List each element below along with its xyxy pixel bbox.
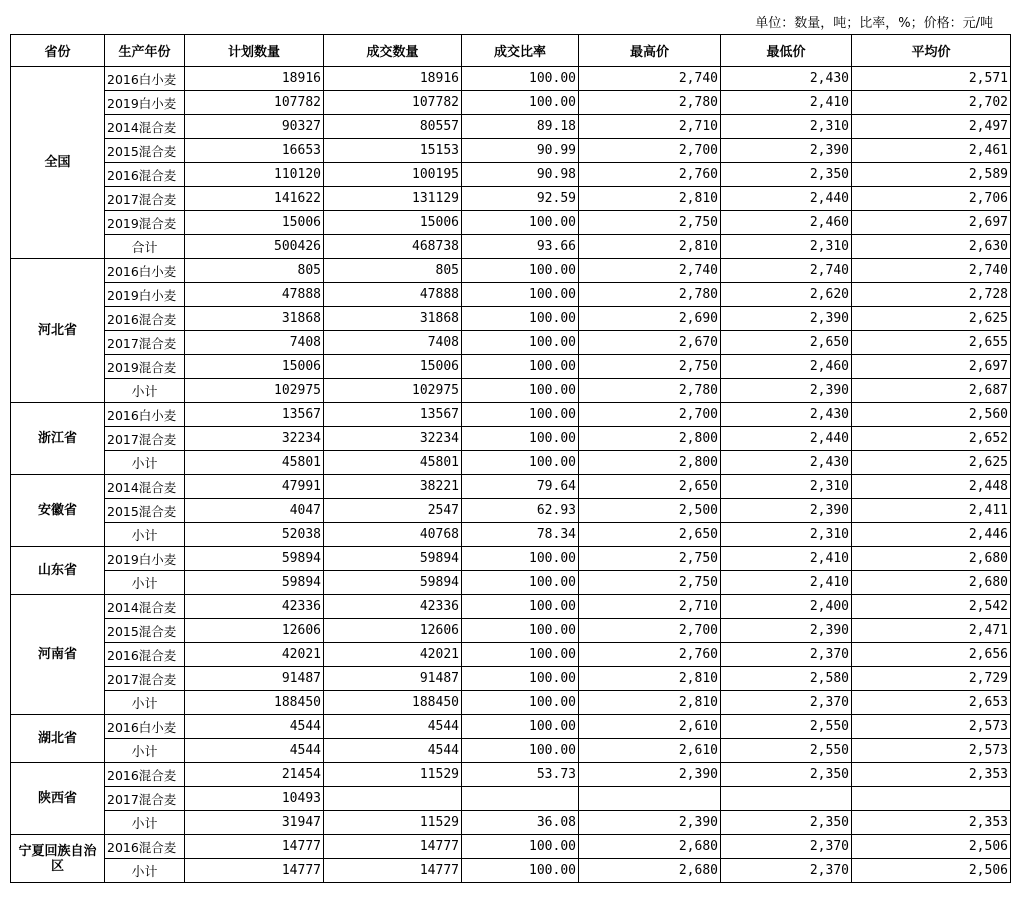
- min-price-cell: 2,410: [721, 547, 852, 571]
- table-row: [11, 187, 1011, 211]
- planned-qty-cell: 47888: [185, 283, 324, 307]
- avg-price-cell: 2,625: [852, 307, 1011, 331]
- min-price-cell: [721, 787, 852, 811]
- table-row: [11, 739, 1011, 763]
- header-trade-ratio: 成交比率: [462, 35, 579, 67]
- province-cell: 河南省: [11, 595, 105, 715]
- table-row: [11, 619, 1011, 643]
- header-max-price: 最高价: [579, 35, 721, 67]
- trade-ratio-cell: 100.00: [462, 91, 579, 115]
- traded-qty-cell: 42336: [324, 595, 462, 619]
- year-cell: 2017混合麦: [105, 331, 185, 355]
- planned-qty-cell: 500426: [185, 235, 324, 259]
- planned-qty-cell: 188450: [185, 691, 324, 715]
- min-price-cell: 2,460: [721, 211, 852, 235]
- traded-qty-cell: 2547: [324, 499, 462, 523]
- avg-price-cell: 2,680: [852, 571, 1011, 595]
- traded-qty-cell: 188450: [324, 691, 462, 715]
- avg-price-cell: 2,740: [852, 259, 1011, 283]
- header-traded-qty: 成交数量: [324, 35, 462, 67]
- table-row: [11, 355, 1011, 379]
- traded-qty-cell: 15006: [324, 211, 462, 235]
- header-avg-price: 平均价: [852, 35, 1011, 67]
- traded-qty-cell: 100195: [324, 163, 462, 187]
- planned-qty-cell: 32234: [185, 427, 324, 451]
- planned-qty-cell: 13567: [185, 403, 324, 427]
- trade-ratio-cell: 100.00: [462, 643, 579, 667]
- avg-price-cell: 2,560: [852, 403, 1011, 427]
- year-cell: 2016白小麦: [105, 403, 185, 427]
- province-cell: 宁夏回族自治区: [11, 835, 105, 883]
- max-price-cell: 2,740: [579, 67, 721, 91]
- avg-price-cell: 2,697: [852, 211, 1011, 235]
- avg-price-cell: 2,687: [852, 379, 1011, 403]
- avg-price-cell: 2,656: [852, 643, 1011, 667]
- traded-qty-cell: 38221: [324, 475, 462, 499]
- year-cell: 2019白小麦: [105, 91, 185, 115]
- planned-qty-cell: 14777: [185, 859, 324, 883]
- table-row: [11, 259, 1011, 283]
- planned-qty-cell: 107782: [185, 91, 324, 115]
- min-price-cell: 2,430: [721, 67, 852, 91]
- avg-price-cell: 2,542: [852, 595, 1011, 619]
- trade-ratio-cell: 93.66: [462, 235, 579, 259]
- year-cell: 2016白小麦: [105, 715, 185, 739]
- province-cell: 河北省: [11, 259, 105, 403]
- avg-price-cell: 2,353: [852, 763, 1011, 787]
- province-cell: 山东省: [11, 547, 105, 595]
- planned-qty-cell: 14777: [185, 835, 324, 859]
- traded-qty-cell: 18916: [324, 67, 462, 91]
- min-price-cell: 2,440: [721, 187, 852, 211]
- avg-price-cell: 2,446: [852, 523, 1011, 547]
- year-cell: 2014混合麦: [105, 595, 185, 619]
- min-price-cell: 2,390: [721, 499, 852, 523]
- year-cell: 2016白小麦: [105, 67, 185, 91]
- max-price-cell: 2,680: [579, 835, 721, 859]
- table-row: [11, 211, 1011, 235]
- year-cell: 小计: [105, 379, 185, 403]
- min-price-cell: 2,370: [721, 691, 852, 715]
- max-price-cell: 2,650: [579, 475, 721, 499]
- planned-qty-cell: 805: [185, 259, 324, 283]
- max-price-cell: 2,750: [579, 571, 721, 595]
- planned-qty-cell: 141622: [185, 187, 324, 211]
- avg-price-cell: 2,728: [852, 283, 1011, 307]
- avg-price-cell: 2,702: [852, 91, 1011, 115]
- province-cell: 湖北省: [11, 715, 105, 763]
- traded-qty-cell: 805: [324, 259, 462, 283]
- planned-qty-cell: 42021: [185, 643, 324, 667]
- avg-price-cell: 2,448: [852, 475, 1011, 499]
- year-cell: 2014混合麦: [105, 115, 185, 139]
- year-cell: 合计: [105, 235, 185, 259]
- table-row: [11, 331, 1011, 355]
- avg-price-cell: 2,589: [852, 163, 1011, 187]
- traded-qty-cell: 102975: [324, 379, 462, 403]
- traded-qty-cell: [324, 787, 462, 811]
- unit-note: 单位：数量，吨；比率，%；价格：元/吨: [755, 16, 993, 31]
- table-row: [11, 643, 1011, 667]
- trade-ratio-cell: 100.00: [462, 67, 579, 91]
- avg-price-cell: 2,506: [852, 859, 1011, 883]
- table-row: [11, 379, 1011, 403]
- trade-ratio-cell: 100.00: [462, 379, 579, 403]
- min-price-cell: 2,650: [721, 331, 852, 355]
- year-cell: 2015混合麦: [105, 499, 185, 523]
- traded-qty-cell: 80557: [324, 115, 462, 139]
- planned-qty-cell: 4544: [185, 715, 324, 739]
- avg-price-cell: 2,697: [852, 355, 1011, 379]
- year-cell: 2019混合麦: [105, 211, 185, 235]
- table-row: [11, 403, 1011, 427]
- planned-qty-cell: 31868: [185, 307, 324, 331]
- trade-ratio-cell: 79.64: [462, 475, 579, 499]
- year-cell: 2019混合麦: [105, 355, 185, 379]
- planned-qty-cell: 4544: [185, 739, 324, 763]
- planned-qty-cell: 16653: [185, 139, 324, 163]
- year-cell: 小计: [105, 859, 185, 883]
- max-price-cell: 2,800: [579, 427, 721, 451]
- year-cell: 小计: [105, 811, 185, 835]
- year-cell: 小计: [105, 451, 185, 475]
- min-price-cell: 2,400: [721, 595, 852, 619]
- header-min-price: 最低价: [721, 35, 852, 67]
- planned-qty-cell: 45801: [185, 451, 324, 475]
- traded-qty-cell: 107782: [324, 91, 462, 115]
- avg-price-cell: 2,573: [852, 739, 1011, 763]
- min-price-cell: 2,410: [721, 91, 852, 115]
- trade-ratio-cell: 90.98: [462, 163, 579, 187]
- trade-ratio-cell: 100.00: [462, 211, 579, 235]
- max-price-cell: 2,750: [579, 355, 721, 379]
- planned-qty-cell: 52038: [185, 523, 324, 547]
- table-row: [11, 67, 1011, 91]
- min-price-cell: 2,310: [721, 523, 852, 547]
- table-row: [11, 715, 1011, 739]
- year-cell: 2016白小麦: [105, 259, 185, 283]
- max-price-cell: 2,780: [579, 283, 721, 307]
- avg-price-cell: 2,471: [852, 619, 1011, 643]
- year-cell: 小计: [105, 571, 185, 595]
- avg-price-cell: 2,729: [852, 667, 1011, 691]
- avg-price-cell: 2,571: [852, 67, 1011, 91]
- table-row: [11, 547, 1011, 571]
- traded-qty-cell: 40768: [324, 523, 462, 547]
- avg-price-cell: 2,573: [852, 715, 1011, 739]
- min-price-cell: 2,620: [721, 283, 852, 307]
- planned-qty-cell: 18916: [185, 67, 324, 91]
- table-row: [11, 835, 1011, 859]
- trade-ratio-cell: 36.08: [462, 811, 579, 835]
- year-cell: 2016混合麦: [105, 643, 185, 667]
- max-price-cell: 2,760: [579, 643, 721, 667]
- avg-price-cell: 2,630: [852, 235, 1011, 259]
- avg-price-cell: 2,652: [852, 427, 1011, 451]
- province-cell: 全国: [11, 67, 105, 259]
- trade-ratio-cell: 100.00: [462, 595, 579, 619]
- table-row: [11, 307, 1011, 331]
- max-price-cell: 2,700: [579, 403, 721, 427]
- table-row: [11, 91, 1011, 115]
- trade-ratio-cell: 90.99: [462, 139, 579, 163]
- planned-qty-cell: 90327: [185, 115, 324, 139]
- avg-price-cell: 2,625: [852, 451, 1011, 475]
- planned-qty-cell: 59894: [185, 547, 324, 571]
- traded-qty-cell: 32234: [324, 427, 462, 451]
- year-cell: 2017混合麦: [105, 787, 185, 811]
- min-price-cell: 2,550: [721, 739, 852, 763]
- table-row: [11, 571, 1011, 595]
- year-cell: 2017混合麦: [105, 427, 185, 451]
- max-price-cell: 2,780: [579, 91, 721, 115]
- header-planned-qty: 计划数量: [185, 35, 324, 67]
- traded-qty-cell: 11529: [324, 763, 462, 787]
- max-price-cell: 2,670: [579, 331, 721, 355]
- planned-qty-cell: 7408: [185, 331, 324, 355]
- traded-qty-cell: 468738: [324, 235, 462, 259]
- planned-qty-cell: 12606: [185, 619, 324, 643]
- auction-results-table: [10, 34, 1011, 883]
- traded-qty-cell: 11529: [324, 811, 462, 835]
- year-cell: 小计: [105, 691, 185, 715]
- max-price-cell: 2,690: [579, 307, 721, 331]
- avg-price-cell: [852, 787, 1011, 811]
- header-province: 省份: [11, 35, 105, 67]
- planned-qty-cell: 31947: [185, 811, 324, 835]
- trade-ratio-cell: 100.00: [462, 835, 579, 859]
- trade-ratio-cell: 78.34: [462, 523, 579, 547]
- max-price-cell: 2,710: [579, 595, 721, 619]
- min-price-cell: 2,440: [721, 427, 852, 451]
- traded-qty-cell: 59894: [324, 571, 462, 595]
- min-price-cell: 2,430: [721, 451, 852, 475]
- min-price-cell: 2,310: [721, 475, 852, 499]
- avg-price-cell: 2,680: [852, 547, 1011, 571]
- trade-ratio-cell: 100.00: [462, 355, 579, 379]
- table-row: [11, 595, 1011, 619]
- max-price-cell: 2,780: [579, 379, 721, 403]
- max-price-cell: [579, 787, 721, 811]
- table-row: [11, 691, 1011, 715]
- max-price-cell: 2,750: [579, 211, 721, 235]
- table-row: [11, 235, 1011, 259]
- year-cell: 2016混合麦: [105, 163, 185, 187]
- min-price-cell: 2,740: [721, 259, 852, 283]
- planned-qty-cell: 42336: [185, 595, 324, 619]
- trade-ratio-cell: 100.00: [462, 715, 579, 739]
- traded-qty-cell: 131129: [324, 187, 462, 211]
- traded-qty-cell: 4544: [324, 715, 462, 739]
- trade-ratio-cell: 100.00: [462, 307, 579, 331]
- traded-qty-cell: 47888: [324, 283, 462, 307]
- traded-qty-cell: 42021: [324, 643, 462, 667]
- min-price-cell: 2,550: [721, 715, 852, 739]
- trade-ratio-cell: [462, 787, 579, 811]
- year-cell: 2015混合麦: [105, 139, 185, 163]
- traded-qty-cell: 31868: [324, 307, 462, 331]
- min-price-cell: 2,350: [721, 763, 852, 787]
- header-year: 生产年份: [105, 35, 185, 67]
- planned-qty-cell: 102975: [185, 379, 324, 403]
- max-price-cell: 2,740: [579, 259, 721, 283]
- max-price-cell: 2,680: [579, 859, 721, 883]
- max-price-cell: 2,390: [579, 763, 721, 787]
- traded-qty-cell: 13567: [324, 403, 462, 427]
- table-row: [11, 451, 1011, 475]
- planned-qty-cell: 4047: [185, 499, 324, 523]
- avg-price-cell: 2,706: [852, 187, 1011, 211]
- avg-price-cell: 2,461: [852, 139, 1011, 163]
- year-cell: 小计: [105, 523, 185, 547]
- max-price-cell: 2,610: [579, 715, 721, 739]
- traded-qty-cell: 91487: [324, 667, 462, 691]
- planned-qty-cell: 15006: [185, 211, 324, 235]
- year-cell: 2019白小麦: [105, 283, 185, 307]
- table-row: [11, 763, 1011, 787]
- table-row: [11, 859, 1011, 883]
- min-price-cell: 2,350: [721, 163, 852, 187]
- max-price-cell: 2,610: [579, 739, 721, 763]
- planned-qty-cell: 91487: [185, 667, 324, 691]
- avg-price-cell: 2,655: [852, 331, 1011, 355]
- avg-price-cell: 2,353: [852, 811, 1011, 835]
- traded-qty-cell: 4544: [324, 739, 462, 763]
- trade-ratio-cell: 100.00: [462, 427, 579, 451]
- max-price-cell: 2,650: [579, 523, 721, 547]
- trade-ratio-cell: 62.93: [462, 499, 579, 523]
- trade-ratio-cell: 100.00: [462, 667, 579, 691]
- year-cell: 2019白小麦: [105, 547, 185, 571]
- table-row: [11, 667, 1011, 691]
- traded-qty-cell: 59894: [324, 547, 462, 571]
- table-row: [11, 283, 1011, 307]
- max-price-cell: 2,810: [579, 235, 721, 259]
- planned-qty-cell: 10493: [185, 787, 324, 811]
- trade-ratio-cell: 100.00: [462, 331, 579, 355]
- min-price-cell: 2,370: [721, 859, 852, 883]
- table-row: [11, 139, 1011, 163]
- max-price-cell: 2,800: [579, 451, 721, 475]
- year-cell: 2016混合麦: [105, 835, 185, 859]
- year-cell: 2014混合麦: [105, 475, 185, 499]
- traded-qty-cell: 15153: [324, 139, 462, 163]
- min-price-cell: 2,350: [721, 811, 852, 835]
- table-row: [11, 475, 1011, 499]
- table-row: [11, 163, 1011, 187]
- trade-ratio-cell: 100.00: [462, 571, 579, 595]
- min-price-cell: 2,410: [721, 571, 852, 595]
- max-price-cell: 2,810: [579, 187, 721, 211]
- max-price-cell: 2,810: [579, 691, 721, 715]
- min-price-cell: 2,430: [721, 403, 852, 427]
- min-price-cell: 2,390: [721, 379, 852, 403]
- max-price-cell: 2,700: [579, 139, 721, 163]
- min-price-cell: 2,390: [721, 619, 852, 643]
- table-row: [11, 499, 1011, 523]
- year-cell: 2015混合麦: [105, 619, 185, 643]
- min-price-cell: 2,460: [721, 355, 852, 379]
- traded-qty-cell: 15006: [324, 355, 462, 379]
- header-row: [11, 35, 1011, 67]
- min-price-cell: 2,310: [721, 235, 852, 259]
- trade-ratio-cell: 100.00: [462, 859, 579, 883]
- min-price-cell: 2,390: [721, 307, 852, 331]
- table-row: [11, 115, 1011, 139]
- table-row: [11, 427, 1011, 451]
- planned-qty-cell: 110120: [185, 163, 324, 187]
- traded-qty-cell: 7408: [324, 331, 462, 355]
- trade-ratio-cell: 100.00: [462, 547, 579, 571]
- trade-ratio-cell: 100.00: [462, 403, 579, 427]
- max-price-cell: 2,500: [579, 499, 721, 523]
- traded-qty-cell: 14777: [324, 859, 462, 883]
- trade-ratio-cell: 100.00: [462, 283, 579, 307]
- trade-ratio-cell: 53.73: [462, 763, 579, 787]
- max-price-cell: 2,390: [579, 811, 721, 835]
- planned-qty-cell: 47991: [185, 475, 324, 499]
- planned-qty-cell: 21454: [185, 763, 324, 787]
- avg-price-cell: 2,506: [852, 835, 1011, 859]
- avg-price-cell: 2,411: [852, 499, 1011, 523]
- trade-ratio-cell: 100.00: [462, 259, 579, 283]
- traded-qty-cell: 12606: [324, 619, 462, 643]
- planned-qty-cell: 59894: [185, 571, 324, 595]
- traded-qty-cell: 45801: [324, 451, 462, 475]
- year-cell: 2017混合麦: [105, 667, 185, 691]
- max-price-cell: 2,810: [579, 667, 721, 691]
- trade-ratio-cell: 92.59: [462, 187, 579, 211]
- table-row: [11, 811, 1011, 835]
- min-price-cell: 2,370: [721, 835, 852, 859]
- year-cell: 2016混合麦: [105, 307, 185, 331]
- max-price-cell: 2,710: [579, 115, 721, 139]
- min-price-cell: 2,390: [721, 139, 852, 163]
- province-cell: 浙江省: [11, 403, 105, 475]
- max-price-cell: 2,760: [579, 163, 721, 187]
- trade-ratio-cell: 100.00: [462, 619, 579, 643]
- traded-qty-cell: 14777: [324, 835, 462, 859]
- trade-ratio-cell: 100.00: [462, 691, 579, 715]
- trade-ratio-cell: 100.00: [462, 451, 579, 475]
- province-cell: 安徽省: [11, 475, 105, 547]
- planned-qty-cell: 15006: [185, 355, 324, 379]
- min-price-cell: 2,370: [721, 643, 852, 667]
- table-row: [11, 523, 1011, 547]
- min-price-cell: 2,580: [721, 667, 852, 691]
- avg-price-cell: 2,653: [852, 691, 1011, 715]
- trade-ratio-cell: 89.18: [462, 115, 579, 139]
- table-row: [11, 787, 1011, 811]
- province-cell: 陕西省: [11, 763, 105, 835]
- min-price-cell: 2,310: [721, 115, 852, 139]
- avg-price-cell: 2,497: [852, 115, 1011, 139]
- trade-ratio-cell: 100.00: [462, 739, 579, 763]
- max-price-cell: 2,750: [579, 547, 721, 571]
- max-price-cell: 2,700: [579, 619, 721, 643]
- year-cell: 2016混合麦: [105, 763, 185, 787]
- year-cell: 小计: [105, 739, 185, 763]
- year-cell: 2017混合麦: [105, 187, 185, 211]
